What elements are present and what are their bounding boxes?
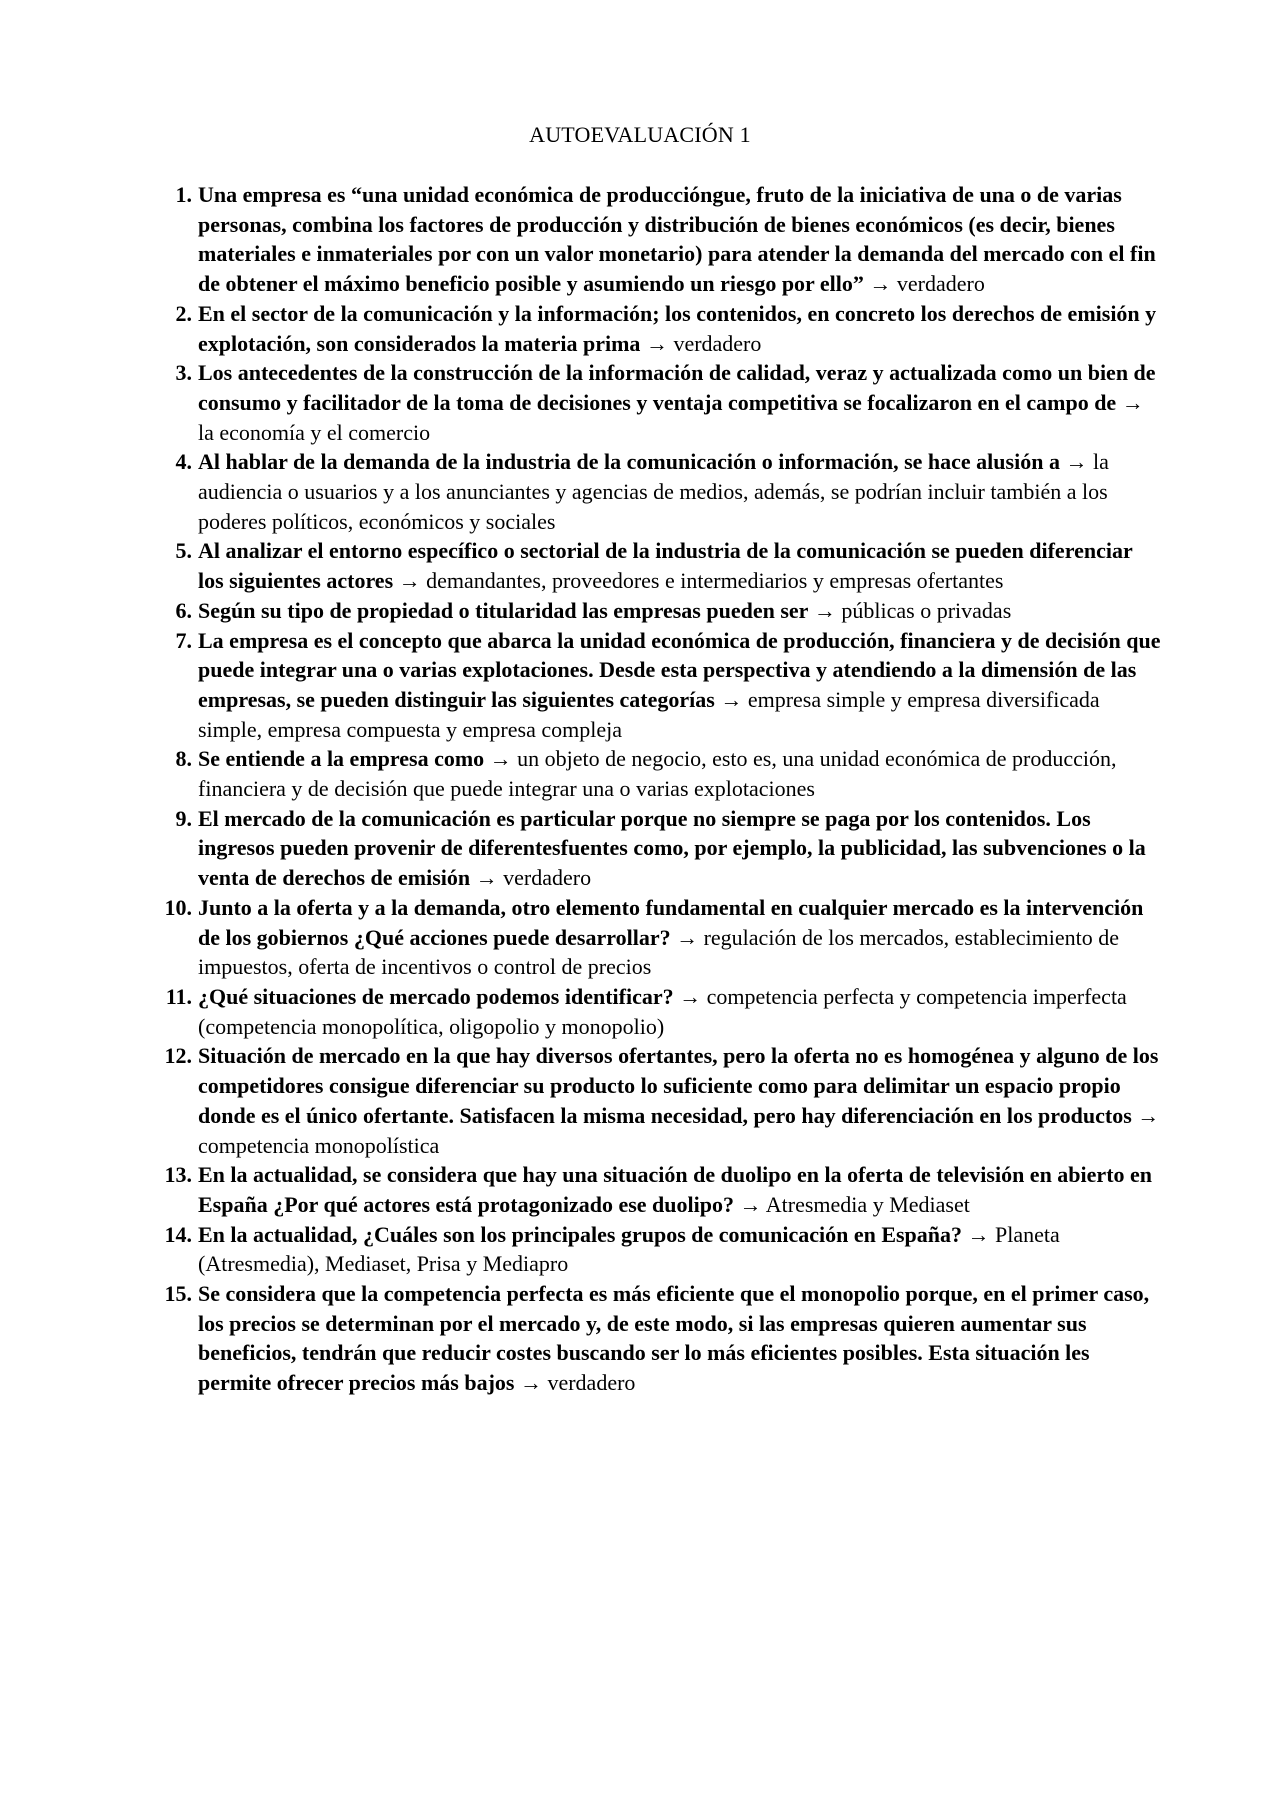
question-text: En la actualidad, ¿Cuáles son los principales grupos de comunicación en España? (198, 1221, 963, 1247)
page-title: AUTOEVALUACIÓN 1 (529, 122, 751, 147)
question-number: 2. (175, 300, 192, 326)
arrow-icon: → (869, 271, 892, 297)
question-number: 8. (175, 746, 192, 772)
question-number: 1. (175, 182, 192, 207)
question-number: 4. (175, 449, 192, 475)
list-item (164, 1041, 1163, 1160)
list-item (175, 744, 1163, 803)
list-item (175, 596, 1163, 626)
arrow-icon: → (676, 924, 699, 950)
question-number: 6. (175, 597, 192, 623)
arrow-icon: → (1121, 389, 1144, 415)
question-number: 10. (164, 894, 192, 920)
question-answer: empresa simple y empresa diversificada simple, empresa compuesta y empresa compleja (198, 686, 1100, 742)
question-answer: competencia perfecta y competencia imperfecta (competencia monopolítica, oligopolio y monopolio) (198, 983, 1127, 1039)
question-answer: Atresmedia y Mediaset (765, 1191, 970, 1217)
question-answer: un objeto de negocio, esto es, una unidad económica de producción, financiera y de decisión que puede integrar una o varias explotaciones (198, 746, 1117, 802)
question-number: 12. (164, 1043, 192, 1069)
question-text: Situación de mercado en la que hay diversos ofertantes, pero la oferta no es homogénea y alguno de los competidores consigue diferenciar su producto lo suficiente como para delimitar un espacio propio donde es el único ofertante. Satisfacen la misma necesidad, pero hay diferenciación en los productos (198, 1043, 1159, 1128)
question-answer: Planeta (Atresmedia), Mediaset, Prisa y Mediapro (198, 1221, 1060, 1277)
question-answer: verdadero (673, 330, 762, 356)
question-text: En la actualidad, se considera que hay una situación de duolipo en la oferta de televisión en abierto en España ¿Por qué actores está protagonizado ese duolipo? (198, 1162, 1153, 1217)
question-text: Al hablar de la demanda de la industria de la comunicación o información, se hace alusión a (198, 449, 1060, 475)
question-text: El mercado de la comunicación es particular porque no siempre se paga por los contenidos. Los ingresos pueden provenir de diferentesfuentes como, por ejemplo, la publicidad, las subvenciones o la venta de derechos de emisión (198, 805, 1146, 891)
question-number: 9. (175, 805, 192, 831)
list-item (175, 536, 1163, 595)
question-answer: demandantes, proveedores e intermediarios y empresas ofertantes (426, 568, 1004, 594)
list-item (175, 358, 1163, 447)
list-item (175, 447, 1163, 536)
arrow-icon: → (1137, 1102, 1160, 1128)
question-answer: públicas o privadas (841, 597, 1012, 623)
arrow-icon: → (1065, 449, 1088, 475)
question-text: En el sector de la comunicación y la información; los contenidos, en concreto los derechos de emisión y explotación, son considerados la materia prima (198, 300, 1157, 356)
arrow-icon: → (475, 865, 498, 891)
question-answer: regulación de los mercados, establecimiento de impuestos, oferta de incentivos o control de precios (198, 924, 1119, 980)
question-text: Una empresa es “una unidad económica de produccióngue, fruto de la iniciativa de una o de varias personas, combina los factores de producción y distribución de bienes económicos (es decir, bienes materiales e inmateriales por con un valor monetario) para atender la demanda del mercado con el fin de obtener el máximo beneficio posible y asumiendo un riesgo por ello” (198, 182, 1156, 297)
arrow-icon: → (967, 1221, 990, 1247)
question-text: Se considera que la competencia perfecta es más eficiente que el monopolio porque, en el primer caso, los precios se determinan por el mercado y, de este modo, si las empresas quieren aumentar sus beneficios, tendrán que reducir costes buscando ser lo más eficientes posibles. Esta situación les permite ofrecer precios más bajos (198, 1281, 1150, 1396)
question-number: 11. (165, 983, 192, 1009)
question-text: Se entiende a la empresa como (198, 746, 485, 772)
question-answer: la audiencia o usuarios y a los anunciantes y agencias de medios, además, se podrían incluir también a los poderes políticos, económicos y sociales (198, 449, 1109, 534)
question-number: 5. (175, 538, 192, 564)
list-item (164, 1220, 1163, 1279)
list-item (175, 804, 1163, 893)
question-answer: verdadero (896, 271, 985, 297)
question-text: La empresa es el concepto que abarca la unidad económica de producción, financiera y de decisión que puede integrar una o varias explotaciones. Desde esta perspectiva y atendiendo a la dimensión de las empresas, se pueden distinguir las siguientes categorías (198, 627, 1161, 712)
arrow-icon: → (679, 983, 702, 1009)
arrow-icon: → (720, 686, 743, 712)
question-answer: verdadero (547, 1370, 636, 1396)
question-number: 7. (175, 627, 192, 653)
list-item (164, 893, 1163, 982)
list-item (164, 1279, 1163, 1398)
question-list (164, 180, 1163, 1398)
list-item (175, 180, 1163, 299)
question-answer: verdadero (503, 865, 592, 891)
list-item (164, 1160, 1163, 1219)
arrow-icon: → (519, 1370, 542, 1396)
arrow-icon: → (645, 330, 668, 356)
question-answer: la economía y el comercio (198, 419, 431, 445)
question-number: 3. (175, 360, 192, 386)
list-item (175, 626, 1163, 745)
question-text: ¿Qué situaciones de mercado podemos identificar? (198, 983, 674, 1009)
question-text: Al analizar el entorno específico o sectorial de la industria de la comunicación se pueden diferenciar los siguientes actores (198, 538, 1133, 594)
question-number: 15. (164, 1281, 192, 1307)
question-text: Según su tipo de propiedad o titularidad las empresas pueden ser (198, 597, 809, 623)
question-text: Junto a la oferta y a la demanda, otro elemento fundamental en cualquier mercado es la intervención de los gobiernos ¿Qué acciones puede desarrollar? (198, 894, 1144, 950)
list-item (165, 982, 1163, 1041)
question-number: 14. (164, 1221, 192, 1247)
question-answer: competencia monopolística (198, 1132, 440, 1158)
arrow-icon: → (398, 568, 421, 594)
question-text: Los antecedentes de la construcción de la información de calidad, veraz y actualizada como un bien de consumo y facilitador de la toma de decisiones y ventaja competitiva se focalizaron en el campo de (198, 360, 1156, 415)
list-item (175, 299, 1163, 358)
arrow-icon: → (813, 597, 836, 623)
arrow-icon: → (739, 1191, 762, 1217)
question-number: 13. (164, 1162, 192, 1188)
arrow-icon: → (489, 746, 512, 772)
